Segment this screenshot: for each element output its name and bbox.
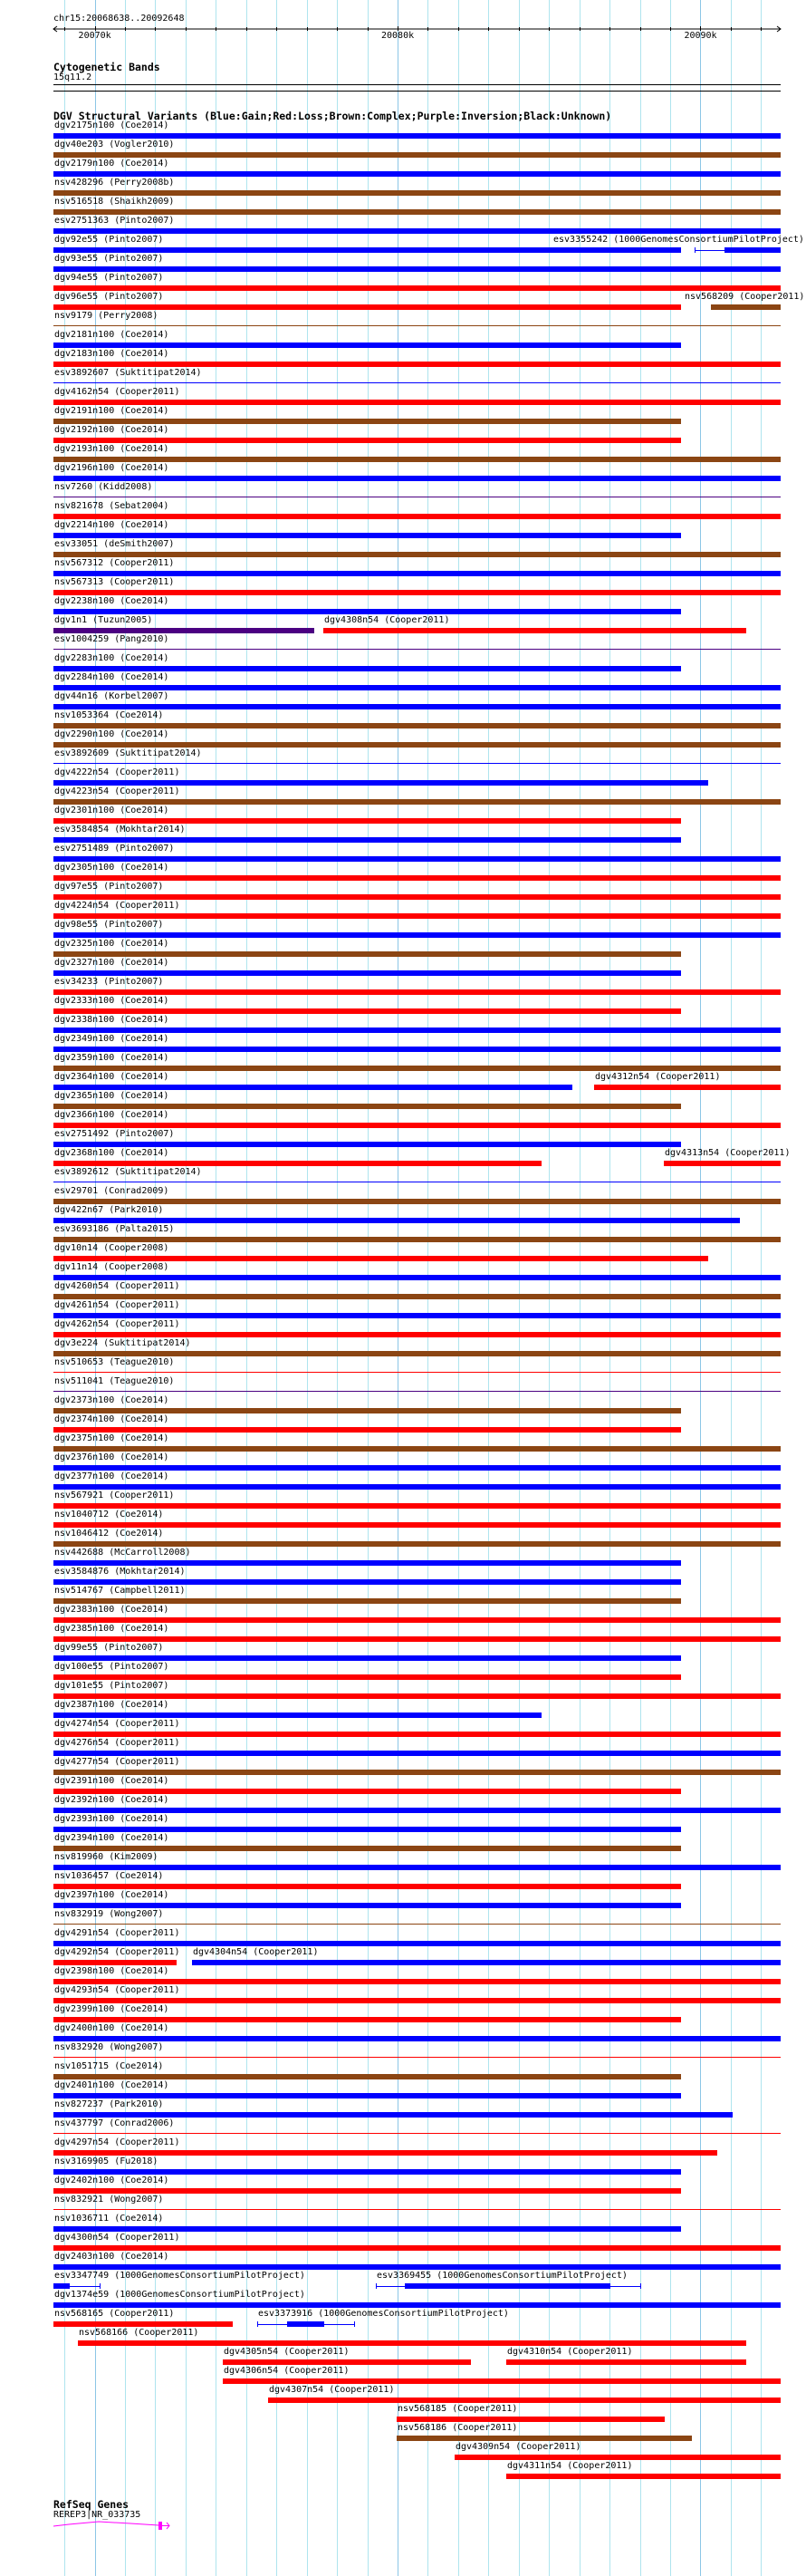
variant-bar[interactable] (53, 1275, 781, 1280)
variant-bar[interactable] (53, 723, 781, 728)
variant-label: dgv2191n100 (Coe2014) (54, 406, 169, 416)
variant-bar[interactable] (53, 1066, 781, 1071)
variant-bar[interactable] (594, 1085, 781, 1090)
variant-label: dgv2364n100 (Coe2014) (54, 1072, 169, 1082)
variant-label: dgv1n1 (Tuzun2005) (54, 615, 153, 625)
variant-label: dgv2192n100 (Coe2014) (54, 425, 169, 435)
axis-tick-label: 20090k (684, 31, 717, 41)
variant-label: nsv1040712 (Coe2014) (54, 1510, 164, 1520)
variant-bar[interactable] (53, 2150, 717, 2156)
variant-label: nsv510653 (Teague2010) (54, 1357, 175, 1367)
variant-label: dgv4262n54 (Cooper2011) (54, 1319, 180, 1329)
variant-label: dgv2385n100 (Coe2014) (54, 1624, 169, 1634)
variant-bar[interactable] (53, 818, 681, 824)
variant-bar[interactable] (78, 2340, 746, 2346)
variant-label: dgv92e55 (Pinto2007) (54, 235, 164, 245)
variant-label: dgv4277n54 (Cooper2011) (54, 1757, 180, 1767)
variant-label: esv2751492 (Pinto2007) (54, 1129, 175, 1139)
variant-label: dgv4224n54 (Cooper2011) (54, 901, 180, 911)
variant-core-bar[interactable] (724, 247, 781, 253)
variant-label: dgv4293n54 (Cooper2011) (54, 1985, 180, 1995)
variant-bar[interactable] (53, 1960, 177, 1965)
variant-label: nsv819960 (Kim2009) (54, 1852, 158, 1862)
variant-label: dgv2349n100 (Coe2014) (54, 1034, 169, 1044)
variant-bar[interactable] (53, 2074, 681, 2079)
variant-label: dgv2214n100 (Coe2014) (54, 520, 169, 530)
variant-label: dgv4310n54 (Cooper2011) (507, 2347, 633, 2357)
variant-label: dgv11n14 (Cooper2008) (54, 1262, 169, 1272)
variant-label: dgv2327n100 (Coe2014) (54, 958, 169, 968)
variant-bar[interactable] (53, 1503, 781, 1509)
cytoband-line-bottom (53, 91, 781, 92)
variant-label: dgv2179n100 (Coe2014) (54, 159, 169, 169)
variant-label: dgv2377n100 (Coe2014) (54, 1471, 169, 1481)
variant-bar[interactable] (53, 2017, 681, 2022)
cytobands-track-title: Cytogenetic Bands (53, 61, 160, 73)
variant-line[interactable] (53, 2209, 781, 2210)
variant-label: dgv4305n54 (Cooper2011) (224, 2347, 350, 2357)
variant-bar[interactable] (53, 799, 781, 805)
variant-label: dgv4311n54 (Cooper2011) (507, 2461, 633, 2471)
variant-label: dgv4309n54 (Cooper2011) (456, 2442, 581, 2452)
variant-bar[interactable] (53, 1770, 781, 1775)
variant-label: nsv511041 (Teague2010) (54, 1376, 175, 1386)
variant-bar[interactable] (53, 1693, 781, 1699)
variant-bar[interactable] (53, 2093, 681, 2098)
variant-line[interactable] (53, 382, 781, 383)
variant-label: dgv2196n100 (Coe2014) (54, 463, 169, 473)
variant-bar[interactable] (53, 1522, 781, 1528)
variant-label: dgv2394n100 (Coe2014) (54, 1833, 169, 1843)
cytoband-label: 15q11.2 (53, 72, 92, 82)
variant-label: dgv4162n54 (Cooper2011) (54, 387, 180, 397)
grid-line (761, 0, 762, 2576)
variant-bar[interactable] (53, 2188, 681, 2194)
variant-label: esv3584854 (Mokhtar2014) (54, 825, 186, 835)
variant-bar[interactable] (506, 2474, 781, 2479)
variant-label: dgv10n14 (Cooper2008) (54, 1243, 169, 1253)
variant-label: nsv832919 (Wong2007) (54, 1909, 164, 1919)
variant-label: nsv568166 (Cooper2011) (79, 2328, 199, 2338)
variant-label: nsv514767 (Campbell2011) (54, 1586, 186, 1596)
variant-label: esv34233 (Pinto2007) (54, 977, 164, 987)
variant-label: dgv2238n100 (Coe2014) (54, 596, 169, 606)
variant-label: nsv7260 (Kidd2008) (54, 482, 153, 492)
variant-label: nsv1036457 (Coe2014) (54, 1871, 164, 1881)
variant-span-cap (100, 2283, 101, 2289)
variant-label: esv3693186 (Palta2015) (54, 1224, 175, 1234)
variant-label: dgv2305n100 (Coe2014) (54, 863, 169, 873)
variant-label: dgv2366n100 (Coe2014) (54, 1110, 169, 1120)
variant-bar[interactable] (53, 457, 781, 462)
variant-bar[interactable] (53, 533, 681, 538)
variant-span-cap (257, 2321, 258, 2327)
variant-bar[interactable] (397, 2417, 665, 2422)
variant-bar[interactable] (53, 856, 781, 862)
variant-label: dgv2383n100 (Coe2014) (54, 1605, 169, 1615)
variant-bar[interactable] (53, 171, 781, 177)
variant-bar[interactable] (53, 1827, 681, 1832)
variant-label: dgv2400n100 (Coe2014) (54, 2023, 169, 2033)
variant-core-bar[interactable] (287, 2321, 324, 2327)
gene-glyph-rerep3[interactable] (0, 2517, 806, 2535)
dgv-track-title: DGV Structural Variants (Blue:Gain;Red:Loss;Brown:Complex;Purple:Inversion;Black:Unknown) (53, 110, 612, 122)
gene-label[interactable]: REREP3|NR_033735 (53, 2510, 141, 2520)
variant-bar[interactable] (53, 1313, 781, 1318)
variant-bar[interactable] (323, 628, 746, 633)
variant-bar[interactable] (53, 1751, 781, 1756)
variant-bar[interactable] (53, 1294, 781, 1299)
variant-bar[interactable] (53, 1846, 681, 1851)
variant-bar[interactable] (53, 1732, 781, 1737)
variant-bar[interactable] (664, 1161, 781, 1166)
variant-label: dgv99e55 (Pinto2007) (54, 1643, 164, 1653)
variant-label: dgv2283n100 (Coe2014) (54, 653, 169, 663)
variant-bar[interactable] (53, 209, 781, 215)
axis-tick-label: 20070k (78, 31, 111, 41)
variant-label: nsv567313 (Cooper2011) (54, 577, 175, 587)
variant-bar[interactable] (53, 1941, 781, 1946)
variant-label: dgv2387n100 (Coe2014) (54, 1700, 169, 1710)
variant-bar[interactable] (53, 1142, 681, 1147)
variant-bar[interactable] (53, 476, 781, 481)
variant-label: dgv4260n54 (Cooper2011) (54, 1281, 180, 1291)
variant-label: dgv2402n100 (Coe2014) (54, 2176, 169, 2185)
variant-bar[interactable] (53, 704, 781, 709)
variant-label: dgv2181n100 (Coe2014) (54, 330, 169, 340)
variant-bar[interactable] (53, 1161, 542, 1166)
variant-bar[interactable] (53, 228, 781, 234)
variant-bar[interactable] (53, 1085, 572, 1090)
variant-bar[interactable] (53, 571, 781, 576)
variant-bar[interactable] (53, 400, 781, 405)
variant-bar[interactable] (53, 1199, 781, 1204)
variant-bar[interactable] (53, 1998, 781, 2003)
variant-label: dgv2333n100 (Coe2014) (54, 996, 169, 1006)
variant-label: dgv96e55 (Pinto2007) (54, 292, 164, 302)
variant-label: dgv2365n100 (Coe2014) (54, 1091, 169, 1101)
variant-bar[interactable] (506, 2359, 746, 2365)
variant-bar[interactable] (53, 1808, 781, 1813)
gene-intron-line (53, 2522, 158, 2526)
variant-bar[interactable] (53, 913, 781, 919)
variant-bar[interactable] (53, 362, 781, 367)
variant-bar[interactable] (53, 1655, 681, 1661)
variant-label: dgv1374e59 (1000GenomesConsortiumPilotProject) (54, 2290, 305, 2300)
variant-label: dgv2301n100 (Coe2014) (54, 806, 169, 815)
variant-span-cap (695, 247, 696, 253)
variant-bar[interactable] (53, 1884, 681, 1889)
variant-bar[interactable] (53, 304, 681, 310)
variant-label: dgv2359n100 (Coe2014) (54, 1053, 169, 1063)
variant-bar[interactable] (53, 1541, 781, 1547)
variant-label: dgv2401n100 (Coe2014) (54, 2080, 169, 2090)
variant-bar[interactable] (53, 343, 681, 348)
variant-bar[interactable] (53, 552, 781, 557)
variant-label: dgv4304n54 (Cooper2011) (193, 1947, 319, 1957)
variant-label: dgv40e203 (Vogler2010) (54, 140, 175, 150)
variant-label: dgv2325n100 (Coe2014) (54, 939, 169, 949)
variant-label: nsv568185 (Cooper2011) (398, 2404, 518, 2414)
variant-label: dgv4222n54 (Cooper2011) (54, 767, 180, 777)
variant-label: esv3892607 (Suktitipat2014) (54, 368, 202, 378)
variant-label: esv1004259 (Pang2010) (54, 634, 169, 644)
variant-label: dgv2376n100 (Coe2014) (54, 1452, 169, 1462)
variant-label: dgv4223n54 (Cooper2011) (54, 786, 180, 796)
variant-label: dgv93e55 (Pinto2007) (54, 254, 164, 264)
variant-bar[interactable] (53, 2226, 681, 2232)
variant-bar[interactable] (53, 1979, 781, 1984)
variant-label: dgv2375n100 (Coe2014) (54, 1433, 169, 1443)
variant-label: nsv568165 (Cooper2011) (54, 2309, 175, 2319)
variant-bar[interactable] (53, 247, 681, 253)
variant-bar[interactable] (53, 1332, 781, 1337)
variant-bar[interactable] (53, 1256, 708, 1261)
variant-label: dgv2284n100 (Coe2014) (54, 672, 169, 682)
variant-core-bar[interactable] (405, 2283, 610, 2289)
variant-label: nsv567921 (Cooper2011) (54, 1491, 175, 1500)
variant-label: nsv832921 (Wong2007) (54, 2195, 164, 2205)
refseq-track-title: RefSeq Genes (53, 2498, 130, 2511)
variant-bar[interactable] (53, 1560, 681, 1566)
variant-bar[interactable] (53, 609, 681, 614)
variant-label: dgv4308n54 (Cooper2011) (324, 615, 450, 625)
variant-bar[interactable] (53, 951, 681, 957)
variant-label: dgv101e55 (Pinto2007) (54, 1681, 169, 1691)
variant-bar[interactable] (53, 742, 781, 748)
variant-label: dgv2398n100 (Coe2014) (54, 1966, 169, 1976)
variant-label: esv3347749 (1000GenomesConsortiumPilotProject) (54, 2271, 305, 2281)
variant-label: nsv568209 (Cooper2011) (685, 292, 805, 302)
variant-line[interactable] (53, 1924, 781, 1925)
variant-bar[interactable] (53, 1237, 781, 1242)
variant-line[interactable] (53, 763, 781, 764)
variant-label: dgv4274n54 (Cooper2011) (54, 1719, 180, 1729)
variant-label: nsv568186 (Cooper2011) (398, 2423, 518, 2433)
variant-label: dgv2374n100 (Coe2014) (54, 1414, 169, 1424)
variant-bar[interactable] (53, 1008, 681, 1014)
variant-bar[interactable] (53, 685, 781, 690)
variant-bar[interactable] (53, 2169, 681, 2175)
variant-label: dgv2373n100 (Coe2014) (54, 1395, 169, 1405)
variant-bar[interactable] (53, 989, 781, 995)
variant-span-cap (354, 2321, 355, 2327)
variant-label: nsv442688 (McCarroll2008) (54, 1548, 191, 1558)
variant-bar[interactable] (53, 590, 781, 595)
variant-line[interactable] (53, 325, 781, 326)
variant-bar[interactable] (192, 1960, 781, 1965)
variant-label: esv3369455 (1000GenomesConsortiumPilotProject) (377, 2271, 628, 2281)
variant-line[interactable] (53, 1391, 781, 1392)
variant-bar[interactable] (711, 304, 781, 310)
variant-label: esv33051 (deSmith2007) (54, 539, 175, 549)
variant-bar[interactable] (223, 2359, 471, 2365)
variant-span-cap (376, 2283, 377, 2289)
variant-label: nsv516518 (Shaikh2009) (54, 197, 175, 207)
variant-bar[interactable] (53, 837, 681, 843)
variant-label: nsv1053364 (Coe2014) (54, 710, 164, 720)
variant-bar[interactable] (53, 1028, 781, 1033)
variant-label: dgv44n16 (Korbel2007) (54, 691, 169, 701)
variant-label: esv3892612 (Suktitipat2014) (54, 1167, 202, 1177)
variant-bar[interactable] (53, 514, 781, 519)
variant-line[interactable] (53, 1372, 781, 1373)
variant-label: esv3355242 (1000GenomesConsortiumPilotProject) (553, 235, 804, 245)
variant-label: esv2751363 (Pinto2007) (54, 216, 175, 226)
variant-bar[interactable] (53, 1713, 542, 1718)
variant-line[interactable] (53, 2133, 781, 2134)
variant-label: esv3892609 (Suktitipat2014) (54, 748, 202, 758)
variant-bar[interactable] (53, 2264, 781, 2270)
grid-line (700, 0, 701, 2576)
variant-label: dgv2397n100 (Coe2014) (54, 1890, 169, 1900)
variant-bar[interactable] (53, 1446, 781, 1452)
variant-label: dgv4300n54 (Cooper2011) (54, 2233, 180, 2243)
variant-label: nsv428296 (Perry2008b) (54, 178, 175, 188)
variant-bar[interactable] (53, 1123, 781, 1128)
variant-label: dgv4276n54 (Cooper2011) (54, 1738, 180, 1748)
variant-label: dgv4291n54 (Cooper2011) (54, 1928, 180, 1938)
variant-bar[interactable] (53, 438, 681, 443)
variant-label: nsv1051715 (Coe2014) (54, 2061, 164, 2071)
variant-label: dgv2290n100 (Coe2014) (54, 729, 169, 739)
variant-label: nsv821678 (Sebat2004) (54, 501, 169, 511)
variant-bar[interactable] (53, 780, 708, 786)
variant-label: esv2751489 (Pinto2007) (54, 844, 175, 854)
variant-bar[interactable] (53, 1465, 781, 1471)
variant-label: dgv2193n100 (Coe2014) (54, 444, 169, 454)
variant-bar[interactable] (53, 1865, 781, 1870)
variant-label: nsv3169905 (Fu2018) (54, 2156, 158, 2166)
variant-bar[interactable] (53, 1218, 740, 1223)
variant-bar[interactable] (53, 1351, 781, 1356)
variant-bar[interactable] (53, 1104, 681, 1109)
variant-label: dgv2368n100 (Coe2014) (54, 1148, 169, 1158)
variant-label: nsv437797 (Conrad2006) (54, 2118, 175, 2128)
variant-bar[interactable] (53, 2245, 781, 2251)
axis-tick-label: 20080k (380, 31, 415, 41)
variant-bar[interactable] (53, 1617, 781, 1623)
variant-label: esv29701 (Conrad2009) (54, 1186, 169, 1196)
variant-label: dgv94e55 (Pinto2007) (54, 273, 164, 283)
variant-label: nsv827237 (Park2010) (54, 2099, 164, 2109)
variant-core-bar[interactable] (53, 2283, 70, 2289)
variant-bar[interactable] (455, 2455, 781, 2460)
variant-label: dgv4306n54 (Cooper2011) (224, 2366, 350, 2376)
variant-label: dgv3e224 (Suktitipat2014) (54, 1338, 191, 1348)
variant-bar[interactable] (53, 190, 781, 196)
variant-bar[interactable] (53, 1427, 681, 1433)
variant-bar[interactable] (53, 2112, 733, 2118)
variant-label: dgv100e55 (Pinto2007) (54, 1662, 169, 1672)
variant-label: dgv2338n100 (Coe2014) (54, 1015, 169, 1025)
variant-label: dgv422n67 (Park2010) (54, 1205, 164, 1215)
variant-line[interactable] (53, 2057, 781, 2058)
variant-label: nsv1036711 (Coe2014) (54, 2214, 164, 2224)
variant-bar[interactable] (53, 1636, 781, 1642)
variant-bar[interactable] (397, 2436, 692, 2441)
variant-bar[interactable] (53, 666, 681, 671)
variant-bar[interactable] (53, 152, 781, 158)
variant-label: dgv2392n100 (Coe2014) (54, 1795, 169, 1805)
variant-label: dgv2399n100 (Coe2014) (54, 2004, 169, 2014)
variant-bar[interactable] (53, 970, 681, 976)
variant-label: dgv2403n100 (Coe2014) (54, 2252, 169, 2262)
variant-bar[interactable] (53, 894, 781, 900)
variant-bar[interactable] (53, 285, 781, 291)
variant-bar[interactable] (53, 1674, 681, 1680)
variant-label: dgv2175n100 (Coe2014) (54, 121, 169, 130)
variant-label: dgv4312n54 (Cooper2011) (595, 1072, 721, 1082)
variant-label: nsv1046412 (Coe2014) (54, 1529, 164, 1539)
variant-bar[interactable] (223, 2378, 781, 2384)
variant-bar[interactable] (53, 628, 314, 633)
variant-label: dgv4292n54 (Cooper2011) (54, 1947, 180, 1957)
variant-label: dgv4297n54 (Cooper2011) (54, 2137, 180, 2147)
variant-label: esv3373916 (1000GenomesConsortiumPilotProject) (258, 2309, 509, 2319)
cytoband-line-top (53, 84, 781, 85)
variant-bar[interactable] (53, 1903, 681, 1908)
grid-line (731, 0, 732, 2576)
variant-label: dgv4313n54 (Cooper2011) (665, 1148, 791, 1158)
variant-bar[interactable] (53, 1047, 781, 1052)
variant-label: dgv4307n54 (Cooper2011) (269, 2385, 395, 2395)
variant-line[interactable] (53, 649, 781, 650)
variant-bar[interactable] (53, 932, 781, 938)
variant-label: dgv2183n100 (Coe2014) (54, 349, 169, 359)
variant-span-cap (640, 2283, 641, 2289)
variant-bar[interactable] (53, 1579, 681, 1585)
variant-label: nsv567312 (Cooper2011) (54, 558, 175, 568)
variant-label: esv3584876 (Mokhtar2014) (54, 1567, 186, 1577)
variant-label: dgv98e55 (Pinto2007) (54, 920, 164, 930)
variant-bar[interactable] (53, 1598, 681, 1604)
variant-label: nsv832920 (Wong2007) (54, 2042, 164, 2052)
variant-bar[interactable] (53, 266, 781, 272)
variant-label: dgv97e55 (Pinto2007) (54, 882, 164, 892)
variant-bar[interactable] (53, 2036, 781, 2041)
variant-bar[interactable] (53, 1789, 681, 1794)
variant-label: dgv2391n100 (Coe2014) (54, 1776, 169, 1786)
variant-bar[interactable] (53, 1408, 681, 1413)
variant-bar[interactable] (53, 1484, 781, 1490)
variant-bar[interactable] (53, 419, 681, 424)
variant-bar[interactable] (268, 2398, 781, 2403)
variant-label: dgv2393n100 (Coe2014) (54, 1814, 169, 1824)
variant-label: nsv9179 (Perry2008) (54, 311, 158, 321)
variant-bar[interactable] (53, 2302, 781, 2308)
variant-bar[interactable] (53, 2321, 233, 2327)
variant-label: dgv4261n54 (Cooper2011) (54, 1300, 180, 1310)
variant-bar[interactable] (53, 133, 781, 139)
location-label: chr15:20068638..20092648 (53, 14, 185, 24)
variant-bar[interactable] (53, 875, 781, 881)
